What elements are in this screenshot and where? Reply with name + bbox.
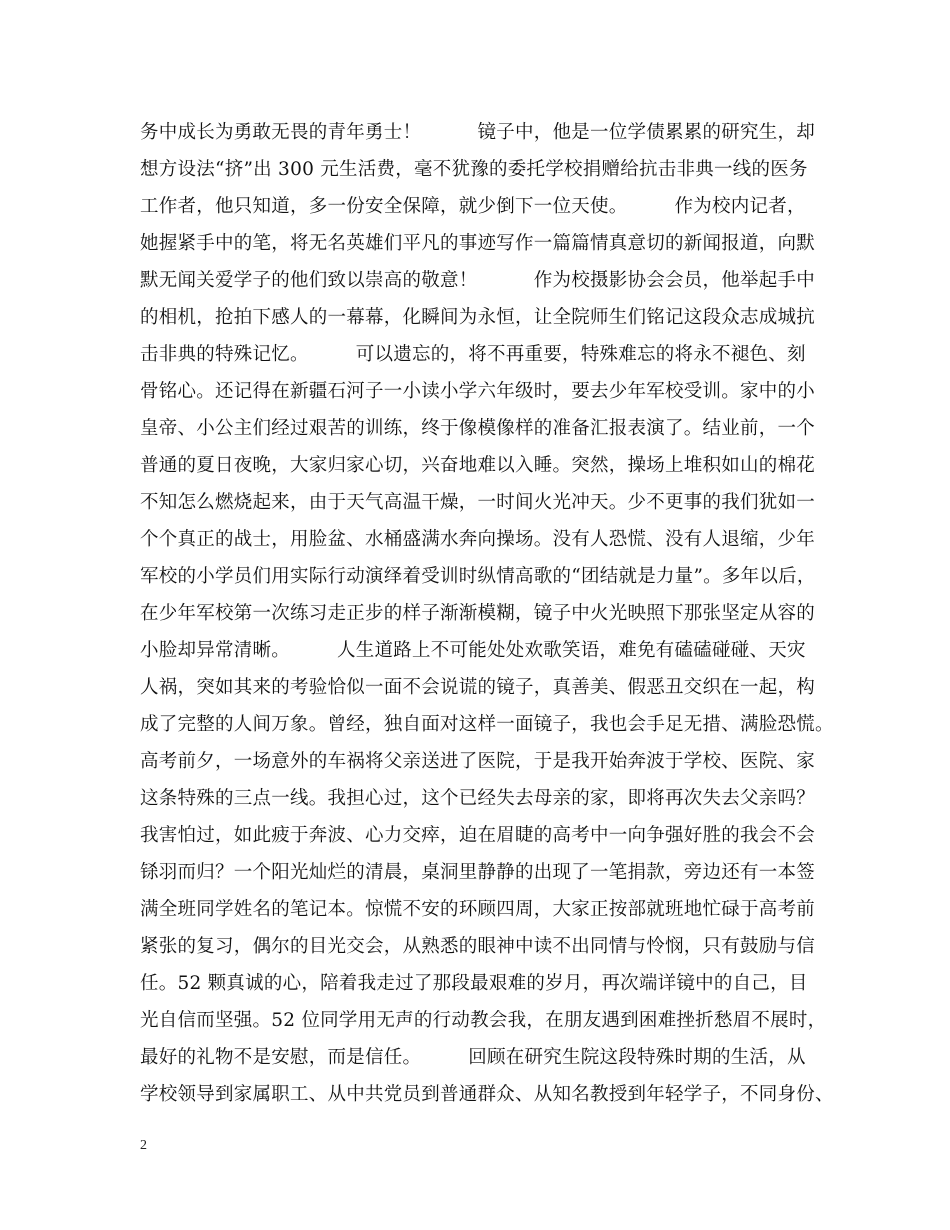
text-line: 击非典的特殊记忆。 可以遗忘的，将不再重要，特殊难忘的将永不褪色、刻 [140, 344, 806, 365]
text-line: 骨铭心。还记得在新疆石河子一小读小学六年级时，要去少年军校受训。家中的小 [140, 381, 816, 402]
text-line: 满全班同学姓名的笔记本。惊慌不安的环顾四周，大家正按部就班地忙碌于高考前 [140, 899, 816, 920]
text-line: 军校的小学员们用实际行动演绎着受训时纵情高歌的“团结就是力量”。多年以后， [140, 566, 816, 587]
body-text [140, 114, 834, 1113]
text-line: 高考前夕，一场意外的车祸将父亲送进了医院，于是我开始奔波于学校、医院、家 [140, 751, 816, 772]
text-line: 工作者，他只知道，多一份安全保障，就少倒下一位天使。 作为校内记者， [140, 196, 806, 217]
text-line: 这条特殊的三点一线。我担心过，这个已经失去母亲的家，即将再次失去父亲吗？ [140, 788, 816, 809]
text-line: 务中成长为勇敢无畏的青年勇士！ 镜子中，他是一位学债累累的研究生，却 [140, 122, 816, 143]
text-line: 紧张的复习，偶尔的目光交会，从熟悉的眼神中读不出同情与怜悯，只有鼓励与信 [140, 936, 816, 957]
text-line: 光自信而坚强。52 位同学用无声的行动教会我，在朋友遇到困难挫折愁眉不展时， [140, 1010, 827, 1031]
text-line: 小脸却异常清晰。 人生道路上不可能处处欢歌笑语，难免有磕磕碰碰、天灾 [140, 640, 806, 661]
text-line: 任。52 颗真诚的心，陪着我走过了那段最艰难的岁月，再次端详镜中的自己，目 [140, 973, 808, 994]
text-line: 皇帝、小公主们经过艰苦的训练，终于像模像样的准备汇报表演了。结业前，一个 [140, 418, 816, 439]
text-line: 学校领导到家属职工、从中共党员到普通群众、从知名教授到年轻学子，不同身份、 [140, 1084, 834, 1105]
text-line: 个个真正的战士，用脸盆、水桶盛满水奔向操场。没有人恐慌、没有人退缩，少年 [140, 529, 816, 550]
text-line: 默无闻关爱学子的他们致以崇高的敬意！ 作为校摄影协会会员，他举起手中 [140, 270, 816, 291]
text-line: 我害怕过，如此疲于奔波、心力交瘁，迫在眉睫的高考中一向争强好胜的我会不会 [140, 825, 816, 846]
text-line: 铩羽而归？一个阳光灿烂的清晨，桌洞里静静的出现了一笔捐款，旁边还有一本签 [140, 862, 816, 883]
text-line: 普通的夏日夜晚，大家归家心切，兴奋地难以入睡。突然，操场上堆积如山的棉花 [140, 455, 816, 476]
text-line: 在少年军校第一次练习走正步的样子渐渐模糊，镜子中火光映照下那张坚定从容的 [140, 603, 816, 624]
text-line: 想方设法“挤”出 300 元生活费，毫不犹豫的委托学校捐赠给抗击非典一线的医务 [140, 159, 808, 180]
text-line: 的相机，抢拍下感人的一幕幕，化瞬间为永恒，让全院师生们铭记这段众志成城抗 [140, 307, 816, 328]
page-number: 2 [140, 1138, 147, 1153]
text-line: 成了完整的人间万象。曾经，独自面对这样一面镜子，我也会手足无措、满脸恐慌。 [140, 714, 834, 735]
text-line: 最好的礼物不是安慰，而是信任。 回顾在研究生院这段特殊时期的生活，从 [140, 1047, 806, 1068]
text-line: 不知怎么燃烧起来，由于天气高温干燥，一时间火光冲天。少不更事的我们犹如一 [140, 492, 816, 513]
text-line: 她握紧手中的笔，将无名英雄们平凡的事迹写作一篇篇情真意切的新闻报道，向默 [140, 233, 816, 254]
text-line: 人祸，突如其来的考验恰似一面不会说谎的镜子，真善美、假恶丑交织在一起，构 [140, 677, 816, 698]
